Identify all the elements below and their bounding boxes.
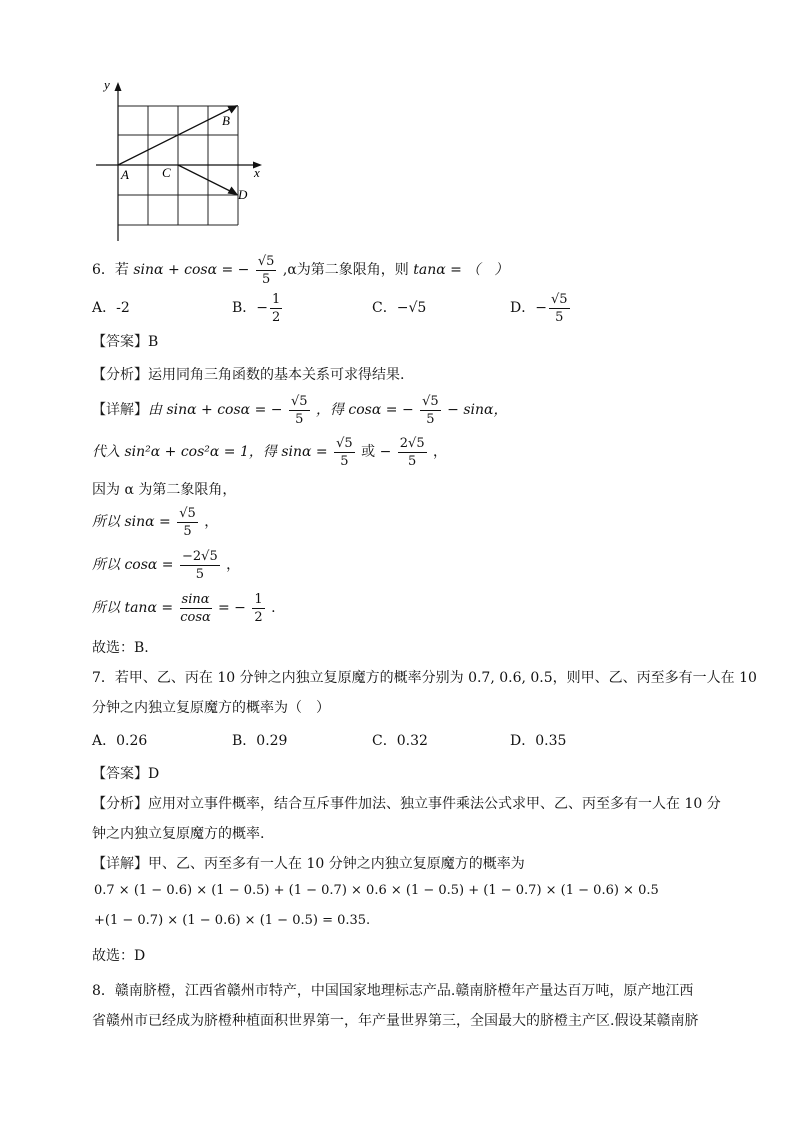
q6-d1-num2: √5 (422, 393, 439, 409)
q6-option-c[interactable] (372, 290, 426, 326)
q7-formula-line-1: 0.7 × (1 − 0.6) × (1 − 0.5) + (1 − 0.7) × 0.6 × (1 − 0.5) + (1 − 0.7) × (1 − 0.6) × 0.5 (94, 883, 659, 898)
q6-stem (92, 252, 508, 288)
q6-d2-num2: 2√5 (399, 435, 425, 451)
q6-d5-a: 所以 cosα = (92, 557, 174, 573)
q7-analysis-line-2: 钟之内独立复原魔方的概率. (92, 826, 265, 842)
q7-option-b-text: 0.29 (256, 733, 288, 749)
q6-d4-num: √5 (179, 505, 196, 521)
q7-detail (92, 853, 525, 873)
q6-middle: ,α为第二象限角，则 (282, 262, 409, 278)
q6-d6-num: sinα (181, 591, 210, 607)
q6-d1-c: − sinα， (447, 402, 508, 418)
q7-option-d[interactable] (510, 730, 566, 750)
q7-option-a[interactable] (92, 730, 147, 750)
q6-analysis-tag: 【分析】 (92, 367, 148, 383)
q7-option-c-letter: C． (372, 733, 397, 749)
q6-number: 6．若 (92, 262, 129, 278)
q7-analysis-tag: 【分析】 (92, 796, 148, 812)
q6-detail-line-4 (92, 504, 218, 540)
vector-cd (178, 165, 232, 192)
q6-option-a-text: -2 (116, 300, 130, 316)
point-b-label: B (222, 113, 230, 128)
q7-option-d-text: 0.35 (535, 733, 567, 749)
q6-answer-value: B (148, 334, 159, 350)
q6-fraction-num: √5 (257, 253, 275, 269)
y-axis-label: y (104, 77, 110, 92)
q6-d1-num: √5 (290, 393, 308, 409)
q6-d4-b: ， (204, 514, 219, 530)
point-d-label: D (238, 187, 248, 202)
q7-detail-text: 甲、乙、丙至多有一人在 10 分钟之内独立复原魔方的概率为 (148, 856, 525, 872)
q7-final: 故选：D (92, 948, 146, 964)
q6-d2-den: 5 (340, 453, 349, 469)
q7-detail-tag: 【详解】 (92, 856, 148, 872)
q6-detail-line-1 (92, 392, 507, 428)
q6-option-b-num: 1 (272, 291, 281, 307)
q6-d2-den2: 5 (408, 453, 417, 469)
q6-d5-den: 5 (195, 566, 204, 582)
q6-option-b-letter: B． (232, 300, 257, 316)
q6-d5-fraction (180, 548, 220, 583)
q6-option-d-num: √5 (550, 291, 568, 307)
q6-option-c-letter: C． (372, 300, 397, 316)
vector-cd-arrow (228, 187, 239, 196)
x-axis-label: x (254, 165, 260, 180)
q7-option-b[interactable] (232, 730, 287, 750)
vector-grid-figure (90, 75, 275, 245)
q7-formula-line-2: +(1 − 0.7) × (1 − 0.6) × (1 − 0.5) = 0.35. (94, 913, 371, 928)
q6-analysis-text: 运用同角三角函数的基本关系可求得结果. (148, 367, 405, 383)
q6-fraction-den: 5 (262, 271, 271, 287)
q6-d2-fraction (334, 435, 355, 470)
point-c-label: C (162, 165, 171, 180)
q6-d6-fraction (180, 591, 212, 626)
q7-option-b-letter: B． (232, 733, 257, 749)
q6-d1-fraction (289, 393, 310, 428)
q6-d4-den: 5 (183, 523, 192, 539)
q6-fraction (256, 253, 277, 288)
q6-option-b-fraction (270, 291, 282, 326)
q6-option-b-sign: − (256, 300, 269, 316)
q6-answer (92, 331, 158, 351)
point-a-label: A (121, 167, 129, 182)
q7-stem-line-2: 分钟之内独立复原魔方的概率为（ ） (92, 700, 330, 716)
q6-d2-a: 代入 sin²α + cos²α = 1，得 sinα = (92, 444, 328, 460)
q6-option-d[interactable] (510, 290, 572, 326)
q6-final: 故选：B. (92, 640, 149, 656)
q6-option-d-den: 5 (555, 309, 564, 325)
q7-option-c-text: 0.32 (396, 733, 428, 749)
vector-ab (118, 108, 232, 165)
q6-option-d-letter: D． (510, 300, 536, 316)
q7-option-d-letter: D． (510, 733, 536, 749)
q6-detail-line-6 (92, 590, 276, 626)
q6-d6-num2: 1 (254, 591, 263, 607)
q6-d6-b: = − (217, 600, 246, 616)
q6-detail-line-3: 因为 α 为第二象限角， (92, 482, 237, 498)
q7-answer-value: D (148, 766, 160, 782)
q6-d2-c: ， (433, 444, 448, 460)
q6-d1-b: ，得 cosα = − (315, 402, 414, 418)
q7-stem-line-1: 7．若甲、乙、丙在 10 分钟之内独立复原魔方的概率分别为 0.7, 0.6, 0.5，则甲、乙、丙至多有一人在 10 (92, 670, 757, 686)
q6-d4-a: 所以 sinα = (92, 514, 171, 530)
q6-d6-den2: 2 (254, 609, 263, 625)
q7-analysis-text-1: 应用对立事件概率，结合互斥事件加法、独立事件乘法公式求甲、乙、丙至多有一人在 10 分 (148, 796, 721, 812)
q6-ask: tanα = （ ） (413, 262, 509, 278)
q8-stem-line-1: 8．赣南脐橙，江西省赣州市特产，中国国家地理标志产品.赣南脐橙年产量达百万吨，原产地江西 (92, 983, 694, 999)
q6-d1-a: 由 sinα + cosα = − (148, 402, 283, 418)
q6-option-b[interactable] (232, 290, 284, 326)
q6-detail-tag: 【详解】 (92, 402, 148, 418)
q6-d6-c: . (271, 600, 276, 616)
q8-stem-line-2: 省赣州市已经成为脐橙种植面积世界第一，年产量世界第三，全国最大的脐橙主产区.假设某赣南脐 (92, 1013, 699, 1029)
q6-d1-den2: 5 (426, 411, 435, 427)
q6-d1-den: 5 (295, 411, 304, 427)
q6-answer-tag: 【答案】 (92, 334, 148, 350)
q6-d5-b: ， (226, 557, 241, 573)
q7-analysis-line-1 (92, 793, 721, 813)
q6-d2-b: 或 − (361, 444, 392, 460)
q7-answer (92, 763, 159, 783)
y-axis-arrow (115, 82, 122, 91)
q6-option-a[interactable] (92, 290, 130, 326)
q6-analysis (92, 364, 404, 384)
q6-d6-fraction-2 (252, 591, 264, 626)
q6-detail-line-2 (92, 434, 447, 470)
q6-option-b-den: 2 (272, 309, 281, 325)
q7-option-a-text: 0.26 (116, 733, 148, 749)
q6-option-d-sign: − (535, 300, 547, 316)
q6-d4-fraction (177, 505, 198, 540)
q6-lhs: sinα + cosα = − (133, 262, 250, 278)
q6-option-d-fraction (549, 291, 570, 326)
q6-d2-num: √5 (336, 435, 353, 451)
q7-option-a-letter: A． (92, 733, 117, 749)
q7-option-c[interactable] (372, 730, 428, 750)
q6-d5-num: −2√5 (182, 548, 218, 564)
q6-d6-den: cosα (180, 609, 211, 625)
q6-detail-line-5 (92, 547, 240, 583)
q6-option-a-letter: A． (92, 300, 117, 316)
q6-d2-fraction-2 (398, 435, 427, 470)
q7-answer-tag: 【答案】 (92, 766, 148, 782)
q6-d1-fraction-2 (420, 393, 441, 428)
q6-d6-a: 所以 tanα = (92, 600, 174, 616)
q6-option-c-text: −√5 (396, 300, 427, 316)
